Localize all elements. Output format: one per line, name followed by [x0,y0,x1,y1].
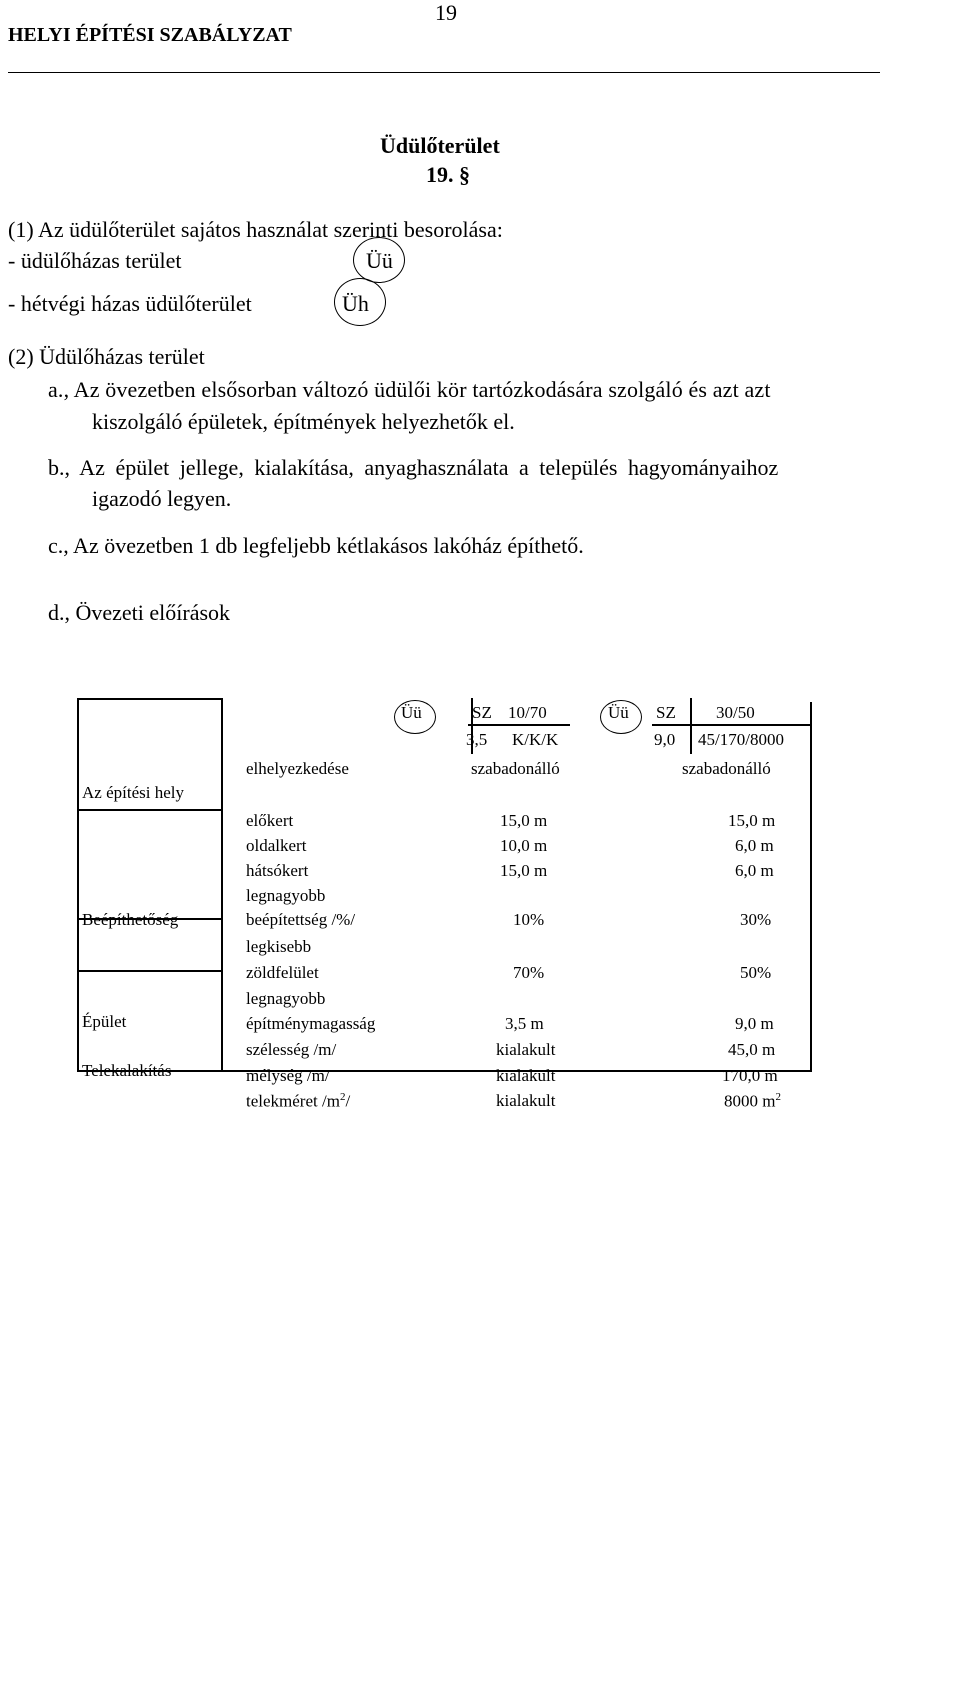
zone2-code: Üü [608,703,629,722]
row-value-oldalkert-zone1: 10,0 m [500,836,548,855]
table-top-left [77,698,222,700]
section-number: 19. § [426,162,470,187]
row-label-zoldfelulet-1: legkisebb [246,937,312,956]
group-label-beep: Beépíthetőség [82,910,179,929]
zone1-ratio: 10/70 [508,703,547,722]
row-value-melyseg-zone2: 170,0 m [722,1066,778,1085]
row-label-hatsokert: hátsókert [246,861,309,880]
zone2-plot: 45/170/8000 [698,730,784,749]
para2-d-line: d., Övezeti előírások [48,600,231,625]
row-value-magassag-zone1: 3,5 m [505,1014,544,1033]
row-label-elhelyezkedes: elhelyezkedése [246,759,349,778]
row-label-telekmeret: telekméret $/m^2/$ [246,1091,351,1111]
document-header-title: HELYI ÉPÍTÉSI SZABÁLYZAT [8,24,292,46]
section-sign-icon: § [453,162,470,187]
table-group-sep-3 [77,970,222,972]
para1-item2-code: Üh [342,291,369,316]
para1-intro: (1) Az üdülőterület sajátos használat szerinti besorolása: [8,217,503,242]
row-label-melyseg: mélység /m/ [246,1066,330,1085]
zone1-code-circle [394,700,436,734]
row-value-elokert-zone2: 15,0 m [728,811,776,830]
zone1-building: SZ [472,703,492,722]
row-label-szelesseg: szélesség /m/ [246,1040,337,1059]
row-value-melyseg-zone1: kialakult [496,1066,556,1085]
para2-a-line2: kiszolgáló épületek, építmények helyezhetők el. [92,409,515,434]
zone2-key-divider [690,698,692,754]
para2-c-line: c., Az övezetben 1 db legfeljebb kétlakásos lakóház építhető. [48,533,584,558]
row-label-beepitettseg-2: beépítettség /%/ [246,910,356,929]
row-value-szelesseg-zone1: kialakult [496,1040,556,1059]
page-number: 19 [435,0,457,25]
zone2-code-circle [600,700,642,734]
row-value-telekmeret-zone1: kialakult [496,1091,556,1110]
zone1-key-rule [468,724,570,726]
zone2-building: SZ [656,703,676,722]
row-value-zoldfelulet-zone2: 50% [740,963,772,982]
row-label-beepitettseg-1: legnagyobb [246,886,326,905]
zone1-height: 3,5 [466,730,488,749]
para2-a-line1: a., Az övezetben elsősorban változó üdülői kör tartózkodására szolgáló és azt azt [48,377,771,402]
row-value-hatsokert-zone2: 6,0 m [735,861,774,880]
row-value-zoldfelulet-zone1: 70% [513,963,545,982]
para2-b-line2: igazodó legyen. [92,486,232,511]
group-label-telek: Telekalakítás [82,1061,172,1080]
row-value-oldalkert-zone2: 6,0 m [735,836,774,855]
zone1-code: Üü [401,703,422,722]
table-col-divider [221,698,223,1071]
para2-heading: (2) Üdülőházas terület [8,344,205,369]
group-label-hely: Az építési hely [82,783,184,802]
row-value-hatsokert-zone1: 15,0 m [500,861,548,880]
item2-code-circle [334,278,386,326]
row-value-telekmeret-zone2: 8000 $m^2$ [724,1091,781,1111]
para2-b-line1: b., Az épület jellege, kialakítása, anyaghasználata a település hagyományaihoz [48,455,779,480]
row-value-beepitettseg-zone1: 10% [513,910,545,929]
para1-item1-text: - üdülőházas terület [8,248,182,273]
row-value-elokert-zone1: 15,0 m [500,811,548,830]
zone2-ratio: 30/50 [716,703,755,722]
para1-item2-text: - hétvégi házas üdülőterület [8,291,252,316]
table-border-left [77,698,79,1071]
row-value-elhelyezkedes-zone1: szabadonálló [471,759,560,778]
row-value-beepitettseg-zone2: 30% [740,910,772,929]
section-title: Üdülőterület [380,133,500,158]
zone2-height: 9,0 [654,730,676,749]
zone1-plot: K/K/K [512,730,559,749]
para1-item1-code: Üü [366,248,393,273]
item1-code-circle [353,237,405,283]
row-label-oldalkert: oldalkert [246,836,307,855]
row-value-magassag-zone2: 9,0 m [735,1014,774,1033]
group-label-epulet: Épület [82,1012,127,1031]
row-label-elokert: előkert [246,811,294,830]
zone2-key-rule [652,724,810,726]
row-label-magassag-2: építménymagasság [246,1014,376,1033]
table-border-right [810,702,812,1071]
table-bottom [77,1070,812,1072]
row-label-magassag-1: legnagyobb [246,989,326,1008]
row-value-szelesseg-zone2: 45,0 m [728,1040,776,1059]
header-rule [8,72,880,73]
table-group-sep-1 [77,809,222,811]
row-value-elhelyezkedes-zone2: szabadonálló [682,759,771,778]
row-label-zoldfelulet-2: zöldfelület [246,963,319,982]
